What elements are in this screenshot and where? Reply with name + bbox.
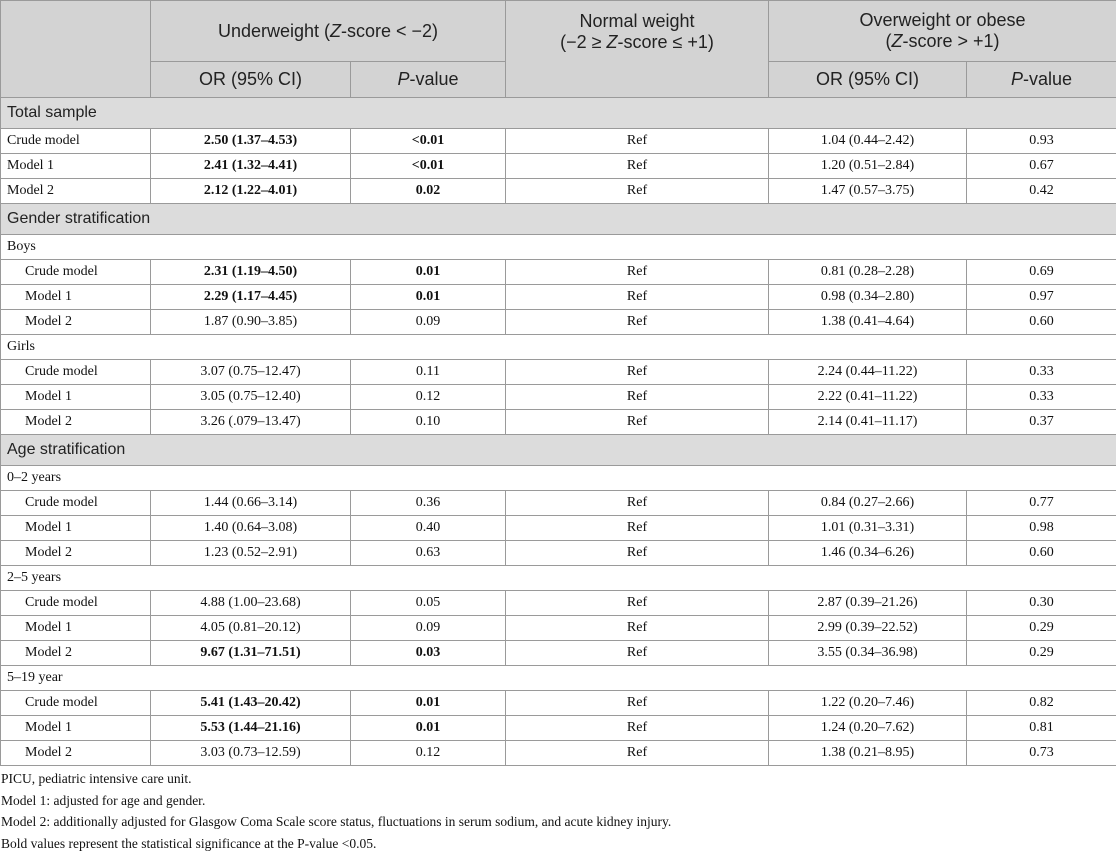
- overweight-p: 0.42: [967, 179, 1116, 204]
- overweight-p: 0.69: [967, 260, 1116, 285]
- overweight-or: 1.47 (0.57–3.75): [769, 179, 967, 204]
- model-label: Model 2: [1, 541, 151, 566]
- header-normal-weight: Normal weight (−2 ≥ Z-score ≤ +1): [506, 1, 769, 98]
- underweight-or: 2.31 (1.19–4.50): [151, 260, 351, 285]
- table-row: [1, 741, 1116, 766]
- overweight-p: 0.33: [967, 360, 1116, 385]
- normal-ref: Ref: [506, 541, 769, 566]
- table-row: [1, 260, 1116, 285]
- overweight-p: 0.98: [967, 516, 1116, 541]
- section-title: Gender stratification: [1, 204, 1116, 235]
- underweight-p: 0.01: [351, 716, 506, 741]
- table-row: [1, 491, 1116, 516]
- footnote-model-1: Model 1: adjusted for age and gender.: [1, 792, 206, 808]
- header-ow-or: OR (95% CI): [769, 62, 967, 98]
- overweight-p: 0.29: [967, 616, 1116, 641]
- overweight-or: 1.04 (0.44–2.42): [769, 129, 967, 154]
- normal-ref: Ref: [506, 516, 769, 541]
- model-label: Crude model: [1, 491, 151, 516]
- subgroup-label: 0–2 years: [1, 466, 1116, 491]
- section-row: [1, 98, 1116, 129]
- subgroup-row: [1, 235, 1116, 260]
- overweight-or: 0.98 (0.34–2.80): [769, 285, 967, 310]
- normal-ref: Ref: [506, 260, 769, 285]
- overweight-p: 0.67: [967, 154, 1116, 179]
- overweight-p: 0.81: [967, 716, 1116, 741]
- section-title: Total sample: [1, 98, 1116, 129]
- model-label: Model 2: [1, 179, 151, 204]
- header-label-corner: [1, 1, 151, 98]
- underweight-or: 5.53 (1.44–21.16): [151, 716, 351, 741]
- header-underweight: Underweight (Z-score < −2): [151, 1, 506, 62]
- normal-ref: Ref: [506, 616, 769, 641]
- model-label: Crude model: [1, 129, 151, 154]
- model-label: Model 1: [1, 516, 151, 541]
- table-row: [1, 591, 1116, 616]
- table-row: [1, 410, 1116, 435]
- normal-ref: Ref: [506, 716, 769, 741]
- model-label: Model 2: [1, 310, 151, 335]
- header-uw-or: OR (95% CI): [151, 62, 351, 98]
- underweight-or: 3.26 (.079–13.47): [151, 410, 351, 435]
- table-row: [1, 179, 1116, 204]
- header-uw-p: P-value: [351, 62, 506, 98]
- underweight-or: 9.67 (1.31–71.51): [151, 641, 351, 666]
- overweight-p: 0.77: [967, 491, 1116, 516]
- table-header: [1, 1, 1116, 98]
- subgroup-label: Boys: [1, 235, 1116, 260]
- overweight-p: 0.60: [967, 310, 1116, 335]
- underweight-or: 1.44 (0.66–3.14): [151, 491, 351, 516]
- underweight-or: 1.23 (0.52–2.91): [151, 541, 351, 566]
- underweight-p: <0.01: [351, 154, 506, 179]
- underweight-p: 0.01: [351, 285, 506, 310]
- normal-ref: Ref: [506, 491, 769, 516]
- overweight-or: 1.38 (0.41–4.64): [769, 310, 967, 335]
- subgroup-label: 2–5 years: [1, 566, 1116, 591]
- table-row: [1, 716, 1116, 741]
- normal-ref: Ref: [506, 691, 769, 716]
- overweight-p: 0.29: [967, 641, 1116, 666]
- section-row: [1, 204, 1116, 235]
- model-label: Crude model: [1, 260, 151, 285]
- normal-ref: Ref: [506, 591, 769, 616]
- table-row: [1, 129, 1116, 154]
- overweight-or: 3.55 (0.34–36.98): [769, 641, 967, 666]
- underweight-p: 0.63: [351, 541, 506, 566]
- underweight-p: 0.09: [351, 310, 506, 335]
- overweight-or: 1.20 (0.51–2.84): [769, 154, 967, 179]
- normal-ref: Ref: [506, 410, 769, 435]
- underweight-or: 1.87 (0.90–3.85): [151, 310, 351, 335]
- subgroup-label: 5–19 year: [1, 666, 1116, 691]
- normal-ref: Ref: [506, 741, 769, 766]
- table-row: [1, 541, 1116, 566]
- model-label: Crude model: [1, 691, 151, 716]
- table-row: [1, 154, 1116, 179]
- model-label: Model 1: [1, 385, 151, 410]
- underweight-p: 0.12: [351, 385, 506, 410]
- underweight-or: 2.50 (1.37–4.53): [151, 129, 351, 154]
- overweight-p: 0.33: [967, 385, 1116, 410]
- model-label: Crude model: [1, 360, 151, 385]
- overweight-or: 2.99 (0.39–22.52): [769, 616, 967, 641]
- table-row: [1, 360, 1116, 385]
- underweight-or: 3.05 (0.75–12.40): [151, 385, 351, 410]
- model-label: Model 2: [1, 641, 151, 666]
- normal-ref: Ref: [506, 310, 769, 335]
- table-row: [1, 691, 1116, 716]
- footnote-bold: Bold values represent the statistical significance at the P-value <0.05.: [1, 835, 377, 851]
- underweight-or: 2.29 (1.17–4.45): [151, 285, 351, 310]
- subgroup-row: [1, 335, 1116, 360]
- model-label: Model 2: [1, 741, 151, 766]
- overweight-or: 0.84 (0.27–2.66): [769, 491, 967, 516]
- table-row: [1, 516, 1116, 541]
- normal-ref: Ref: [506, 179, 769, 204]
- model-label: Model 1: [1, 154, 151, 179]
- underweight-p: 0.02: [351, 179, 506, 204]
- underweight-or: 2.12 (1.22–4.01): [151, 179, 351, 204]
- subgroup-row: [1, 566, 1116, 591]
- underweight-p: 0.03: [351, 641, 506, 666]
- footnotes: [0, 768, 1116, 854]
- overweight-or: 1.38 (0.21–8.95): [769, 741, 967, 766]
- normal-ref: Ref: [506, 285, 769, 310]
- underweight-or: 3.07 (0.75–12.47): [151, 360, 351, 385]
- table-body: [1, 98, 1116, 766]
- overweight-or: 0.81 (0.28–2.28): [769, 260, 967, 285]
- model-label: Model 1: [1, 285, 151, 310]
- underweight-p: <0.01: [351, 129, 506, 154]
- underweight-p: 0.09: [351, 616, 506, 641]
- overweight-p: 0.37: [967, 410, 1116, 435]
- subgroup-label: Girls: [1, 335, 1116, 360]
- overweight-or: 1.46 (0.34–6.26): [769, 541, 967, 566]
- overweight-p: 0.97: [967, 285, 1116, 310]
- underweight-p: 0.36: [351, 491, 506, 516]
- table-row: [1, 641, 1116, 666]
- overweight-p: 0.93: [967, 129, 1116, 154]
- table-row: [1, 285, 1116, 310]
- subgroup-row: [1, 666, 1116, 691]
- overweight-or: 2.14 (0.41–11.17): [769, 410, 967, 435]
- section-row: [1, 435, 1116, 466]
- underweight-p: 0.01: [351, 691, 506, 716]
- normal-ref: Ref: [506, 154, 769, 179]
- overweight-or: 1.22 (0.20–7.46): [769, 691, 967, 716]
- underweight-p: 0.40: [351, 516, 506, 541]
- section-title: Age stratification: [1, 435, 1116, 466]
- footnote-abbreviation: PICU, pediatric intensive care unit.: [1, 771, 192, 786]
- normal-ref: Ref: [506, 641, 769, 666]
- underweight-or: 4.05 (0.81–20.12): [151, 616, 351, 641]
- underweight-p: 0.05: [351, 591, 506, 616]
- overweight-p: 0.60: [967, 541, 1116, 566]
- overweight-or: 2.87 (0.39–21.26): [769, 591, 967, 616]
- header-overweight: Overweight or obese (Z-score > +1): [769, 1, 1116, 62]
- underweight-p: 0.10: [351, 410, 506, 435]
- underweight-or: 5.41 (1.43–20.42): [151, 691, 351, 716]
- underweight-or: 4.88 (1.00–23.68): [151, 591, 351, 616]
- normal-ref: Ref: [506, 385, 769, 410]
- normal-ref: Ref: [506, 129, 769, 154]
- overweight-p: 0.30: [967, 591, 1116, 616]
- subgroup-row: [1, 466, 1116, 491]
- underweight-or: 2.41 (1.32–4.41): [151, 154, 351, 179]
- header-ow-p: P-value: [967, 62, 1116, 98]
- underweight-p: 0.12: [351, 741, 506, 766]
- overweight-p: 0.73: [967, 741, 1116, 766]
- model-label: Model 1: [1, 616, 151, 641]
- table-row: [1, 616, 1116, 641]
- overweight-p: 0.82: [967, 691, 1116, 716]
- model-label: Model 2: [1, 410, 151, 435]
- underweight-or: 1.40 (0.64–3.08): [151, 516, 351, 541]
- overweight-or: 1.24 (0.20–7.62): [769, 716, 967, 741]
- normal-ref: Ref: [506, 360, 769, 385]
- table-row: [1, 310, 1116, 335]
- underweight-p: 0.11: [351, 360, 506, 385]
- overweight-or: 2.22 (0.41–11.22): [769, 385, 967, 410]
- overweight-or: 2.24 (0.44–11.22): [769, 360, 967, 385]
- underweight-or: 3.03 (0.73–12.59): [151, 741, 351, 766]
- model-label: Crude model: [1, 591, 151, 616]
- model-label: Model 1: [1, 716, 151, 741]
- overweight-or: 1.01 (0.31–3.31): [769, 516, 967, 541]
- footnote-model-2: Model 2: additionally adjusted for Glasgow Coma Scale score status, fluctuations in serum sodium, and acute kidney injury.: [1, 814, 672, 829]
- table-row: [1, 385, 1116, 410]
- underweight-p: 0.01: [351, 260, 506, 285]
